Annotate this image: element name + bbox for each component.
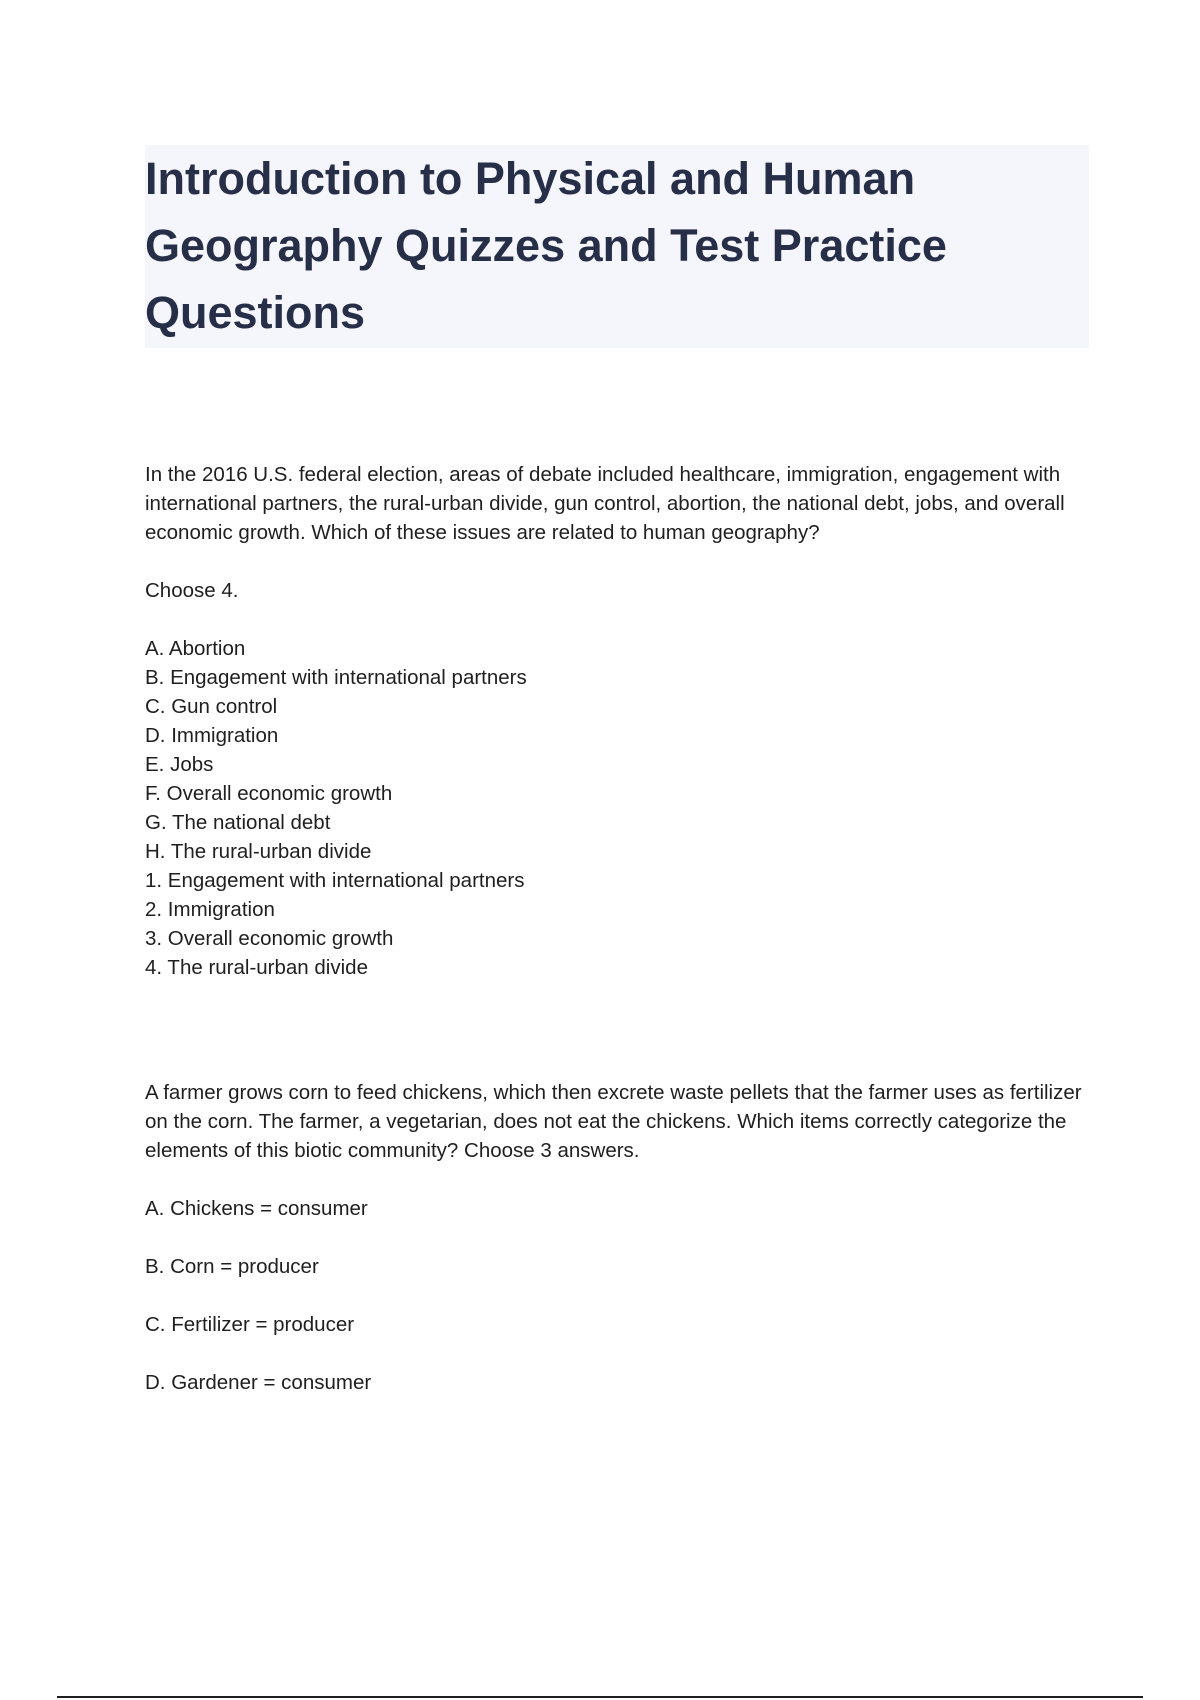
question-1-answers — [145, 866, 1090, 982]
question-1-prompt: In the 2016 U.S. federal election, areas of debate included healthcare, immigration, engagement with international partners, the rural-urban divide, gun control, abortion, the national debt, jobs, and overall economic growth. Which of these issues are related to human geography? — [145, 463, 1065, 544]
question-2-prompt: A farmer grows corn to feed chickens, which then excrete waste pellets that the farmer uses as fertilizer on the corn. The farmer, a vegetarian, does not eat the chickens. Which items correctly categorize the elements of this biotic community? Choose 3 answers. — [145, 1081, 1082, 1162]
spacer — [145, 547, 1090, 576]
answer-2: 2. Immigration — [145, 898, 275, 921]
question-2 — [145, 1078, 1090, 1426]
option-b: B. Engagement with international partners — [145, 666, 527, 689]
answer-3: 3. Overall economic growth — [145, 927, 394, 950]
question-1-options — [145, 634, 1090, 866]
option-c: C. Gun control — [145, 695, 278, 718]
spacer — [145, 1165, 1090, 1194]
option-b: B. Corn = producer — [145, 1255, 319, 1278]
footer-divider — [57, 1696, 1143, 1698]
question-1-instruction: Choose 4. — [145, 579, 239, 602]
option-a: A. Chickens = consumer — [145, 1197, 368, 1220]
option-d: D. Immigration — [145, 724, 279, 747]
question-2-options — [145, 1194, 1090, 1397]
option-f: F. Overall economic growth — [145, 782, 393, 805]
option-e: E. Jobs — [145, 753, 214, 776]
spacer — [145, 605, 1090, 634]
option-g: G. The national debt — [145, 811, 331, 834]
option-a: A. Abortion — [145, 637, 246, 660]
document-title: Introduction to Physical and Human Geography Quizzes and Test Practice Questions — [145, 153, 947, 338]
option-c: C. Fertilizer = producer — [145, 1313, 355, 1336]
option-h: H. The rural-urban divide — [145, 840, 372, 863]
answer-4: 4. The rural-urban divide — [145, 956, 368, 979]
title-banner — [145, 145, 1089, 348]
option-d: D. Gardener = consumer — [145, 1371, 372, 1394]
answer-1: 1. Engagement with international partners — [145, 869, 525, 892]
question-1 — [145, 460, 1090, 982]
